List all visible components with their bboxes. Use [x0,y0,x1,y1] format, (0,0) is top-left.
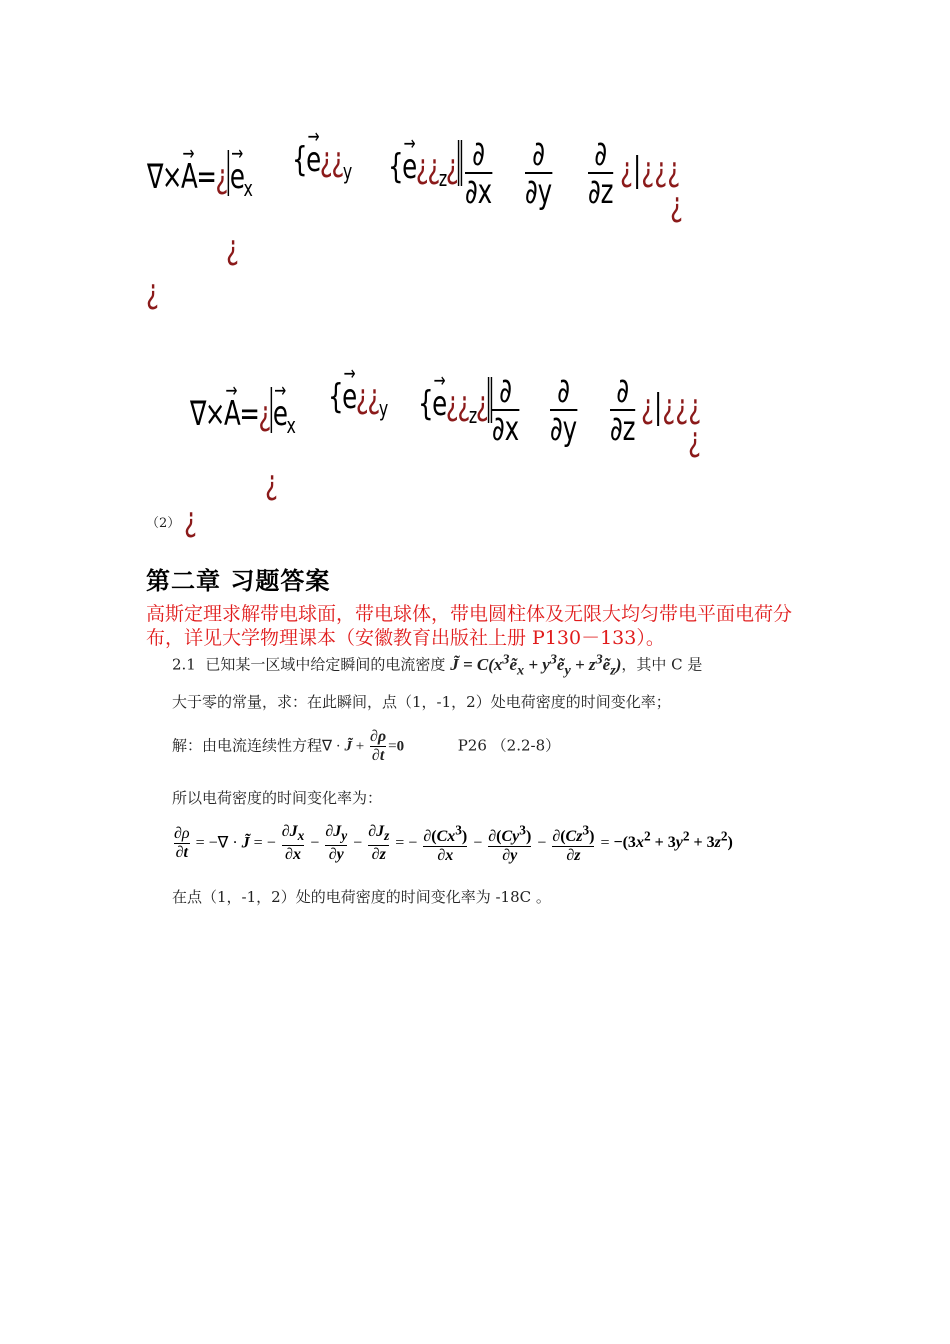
partial-x-1: ∂ ∂x [465,134,493,212]
garbled-tail-1: ¿|¿¿¿ [620,150,681,190]
solution-line: 解：由电流连续性方程∇ · J̃ + $\frac{\partial\rho}{\partial t}$ =0 P26 （2.2-8） [172,728,561,764]
curl-formula-1: ∇×→ A=¿→ $e_x$ [147,150,251,197]
garbled-1b: ¿ [146,272,159,312]
solution-ref: P26 （2.2-8） [457,736,561,755]
partial-y-2: ∂ ∂y [550,371,578,449]
garbled-tail-2b: ¿ [688,420,701,460]
formula-2-prefix: （2） [146,516,181,531]
curl-formula-2: ∇×→ A=¿→ $e_x$ [190,387,294,434]
curl-formula-2-ez: {→ $e¿¿_z¿$ [418,377,493,424]
red-note-line1: 高斯定理求解带电球面，带电球体，带电圆柱体及无限大均匀带电平面电荷分 [146,603,793,625]
solution-prefix: 解：由电流连续性方程 [172,736,323,755]
chapter-title: 第二章 习题答案 [146,567,331,595]
curl-formula-1-ez: {→ $e¿¿_z¿$ [388,140,463,187]
partial-x-2: ∂ ∂x [492,371,520,449]
conclusion: 在点（1，-1，2）处的电荷密度的时间变化率为 -18C 。 [172,888,551,906]
red-note-line2: 布，详见大学物理课本（安徽教育出版社上册 P130－133）。 [146,627,665,649]
garbled-2a: ¿ [265,463,278,503]
problem-line1-suffix: ，其中 C 是 [621,655,703,674]
partial-z-2: ∂ ∂z [610,371,636,449]
problem-line1 [172,651,702,679]
partial-y-1: ∂ ∂y [525,134,553,212]
rate-equation: $\frac{\partial\rho}{\partial t}$ = −∇ · J̃ = − $\frac{\partial J_x}{\partial x}$ − $\frac{\partial J_y}{\partial y}$ − $\frac{\partial J_z}{\partial z}$ = − $\frac{\partial(Cx^3)}{\partial x}$ − $\frac{\partial(Cy^3)}{\partial y}$ − $\frac{\partial(Cz^3)}{\partial z}$ = $-(3x^2 + 3y^2 + 3z^2)$ [174,823,733,865]
drho-dt-fraction: $\frac{\partial\rho}{\partial t}$ [370,728,387,764]
current-density-formula: J̃ = $C(x^3ẽ_x$ + $y^3ẽ_y$ + $z^3ẽ_z$) [450,651,622,679]
problem-line2: 大于零的常量，求：在此瞬间，点（1，-1，2）处电荷密度的时间变化率； [172,693,671,711]
garbled-tail-2: ¿|¿¿¿ [641,387,702,427]
garbled-tail-1b: ¿ [670,185,683,225]
problem-line1-prefix: 已知某一区域中给定瞬间的电流密度 [205,655,446,674]
garbled-2b: ¿ [184,500,197,540]
so-line: 所以电荷密度的时间变化率为： [172,789,383,807]
partial-z-1: ∂ ∂z [588,134,614,212]
curl-formula-2-ey: {→ $e¿¿_y$ [328,377,387,417]
curl-formula-1-ey: {→ $e¿¿_y$ [292,140,351,180]
garbled-1a: ¿ [226,228,239,268]
problem-number: 2.1 [172,655,196,674]
